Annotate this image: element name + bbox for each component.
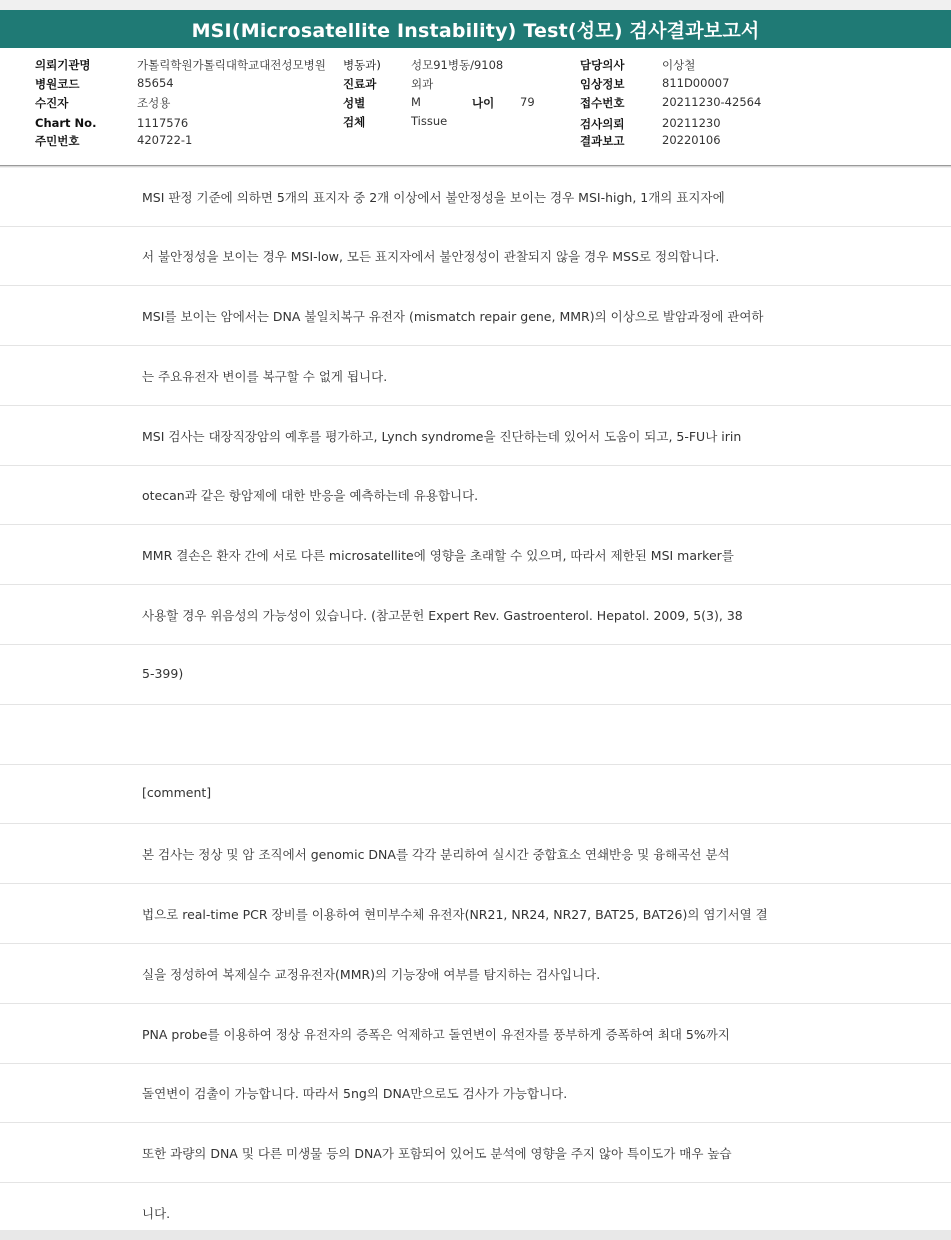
request-label: 검사의뢰 bbox=[580, 117, 625, 131]
hospital-code-value: 85654 bbox=[137, 76, 174, 90]
comment-heading: [comment] bbox=[142, 785, 212, 800]
patient-info-panel bbox=[0, 48, 951, 166]
sex-value: M bbox=[411, 95, 421, 109]
institution-value: 가톨릭학원가톨릭대학교대전성모병원 bbox=[137, 58, 326, 72]
patient-value: 조성용 bbox=[137, 96, 171, 110]
text-line-content: 법으로 real-time PCR 장비를 이용하여 현미부수체 유전자(NR21, NR24, NR27, BAT25, BAT26)의 염기서열 결 bbox=[142, 907, 768, 922]
scroll-edge bbox=[0, 1230, 951, 1240]
text-line bbox=[0, 1184, 951, 1230]
text-line-content: 는 주요유전자 변이를 복구할 수 없게 됩니다. bbox=[142, 369, 388, 384]
text-line bbox=[0, 526, 951, 585]
text-line-content: otecan과 같은 항암제에 대한 반응을 예측하는데 유용합니다. bbox=[142, 488, 479, 503]
receipt-label: 접수번호 bbox=[580, 96, 625, 110]
text-line bbox=[0, 1064, 951, 1123]
text-line bbox=[0, 706, 951, 765]
text-line-content: 또한 과량의 DNA 및 다른 미생물 등의 DNA가 포함되어 있어도 분석에 영향을 주지 않아 특이도가 매우 높습 bbox=[142, 1146, 732, 1161]
text-line bbox=[0, 825, 951, 884]
text-line bbox=[0, 885, 951, 944]
chart-no-label: Chart No. bbox=[35, 116, 97, 130]
clinical-value: 811D00007 bbox=[662, 76, 730, 90]
report-title: MSI(Microsatellite Instability) Test(성모) 검사결과보고서 bbox=[0, 10, 951, 48]
text-line-content: 사용할 경우 위음성의 가능성이 있습니다. (참고문헌 Expert Rev. Gastroenterol. Hepatol. 2009, 5(3), 38 bbox=[142, 608, 743, 623]
text-line-content: 니다. bbox=[142, 1206, 171, 1221]
resident-no-value: 420722-1 bbox=[137, 133, 193, 147]
text-line-content: PNA probe를 이용하여 정상 유전자의 증폭은 억제하고 돌연변이 유전자를 풍부하게 증폭하여 최대 5%까지 bbox=[142, 1027, 730, 1042]
request-value: 20211230 bbox=[662, 116, 721, 130]
receipt-value: 20211230-42564 bbox=[662, 95, 762, 109]
report-date-label: 결과보고 bbox=[580, 134, 625, 148]
text-line bbox=[0, 945, 951, 1004]
text-line bbox=[0, 1124, 951, 1183]
specimen-label: 검체 bbox=[343, 115, 366, 129]
text-line-content: MSI 판정 기준에 의하면 5개의 표지자 중 2개 이상에서 불안정성을 보이는 경우 MSI-high, 1개의 표지자에 bbox=[142, 190, 725, 205]
age-label: 나이 bbox=[472, 96, 495, 110]
text-line-content: MSI 검사는 대장직장암의 예후를 평가하고, Lynch syndrome을 진단하는데 있어서 도움이 되고, 5-FU나 irin bbox=[142, 429, 742, 444]
chart-no-value: 1117576 bbox=[137, 116, 189, 130]
ward-label: 병동과) bbox=[343, 58, 381, 72]
sex-label: 성별 bbox=[343, 96, 366, 110]
text-line bbox=[0, 227, 951, 286]
age-value: 79 bbox=[520, 95, 535, 109]
text-line bbox=[0, 466, 951, 525]
text-line bbox=[0, 287, 951, 346]
report-body bbox=[0, 168, 951, 1230]
resident-no-label: 주민번호 bbox=[35, 134, 80, 148]
text-line bbox=[0, 646, 951, 705]
text-line bbox=[0, 586, 951, 645]
dept-label: 진료과 bbox=[343, 77, 377, 91]
text-line-content: 서 불안정성을 보이는 경우 MSI-low, 모든 표지자에서 불안정성이 관찰되지 않을 경우 MSS로 정의합니다. bbox=[142, 249, 720, 264]
hospital-code-label: 병원코드 bbox=[35, 77, 80, 91]
text-line-content: 본 검사는 정상 및 암 조직에서 genomic DNA를 각각 분리하여 실시간 중합효소 연쇄반응 및 융해곡선 분석 bbox=[142, 847, 730, 862]
report-date-value: 20220106 bbox=[662, 133, 721, 147]
dept-value: 외과 bbox=[411, 77, 434, 91]
text-line-content: 5-399) bbox=[142, 666, 184, 681]
institution-label: 의뢰기관명 bbox=[35, 58, 91, 72]
clinical-label: 임상정보 bbox=[580, 77, 625, 91]
text-line bbox=[0, 765, 951, 824]
text-line-content: MSI를 보이는 암에서는 DNA 불일치복구 유전자 (mismatch repair gene, MMR)의 이상으로 발암과정에 관여하 bbox=[142, 309, 764, 324]
specimen-value: Tissue bbox=[411, 114, 448, 128]
text-line-content: 돌연변이 검출이 가능합니다. 따라서 5ng의 DNA만으로도 검사가 가능합니다. bbox=[142, 1086, 568, 1101]
ward-value: 성모91병동/9108 bbox=[411, 58, 504, 72]
doctor-label: 담당의사 bbox=[580, 58, 625, 72]
text-line bbox=[0, 347, 951, 406]
text-line bbox=[0, 1005, 951, 1064]
text-line-content: 실을 정성하여 복제실수 교정유전자(MMR)의 기능장애 여부를 탐지하는 검사입니다. bbox=[142, 967, 601, 982]
doctor-value: 이상철 bbox=[662, 58, 696, 72]
patient-label: 수진자 bbox=[35, 96, 69, 110]
text-line-content: MMR 결손은 환자 간에 서로 다른 microsatellite에 영향을 초래할 수 있으며, 따라서 제한된 MSI marker를 bbox=[142, 548, 734, 563]
text-line bbox=[0, 168, 951, 227]
text-line bbox=[0, 407, 951, 466]
